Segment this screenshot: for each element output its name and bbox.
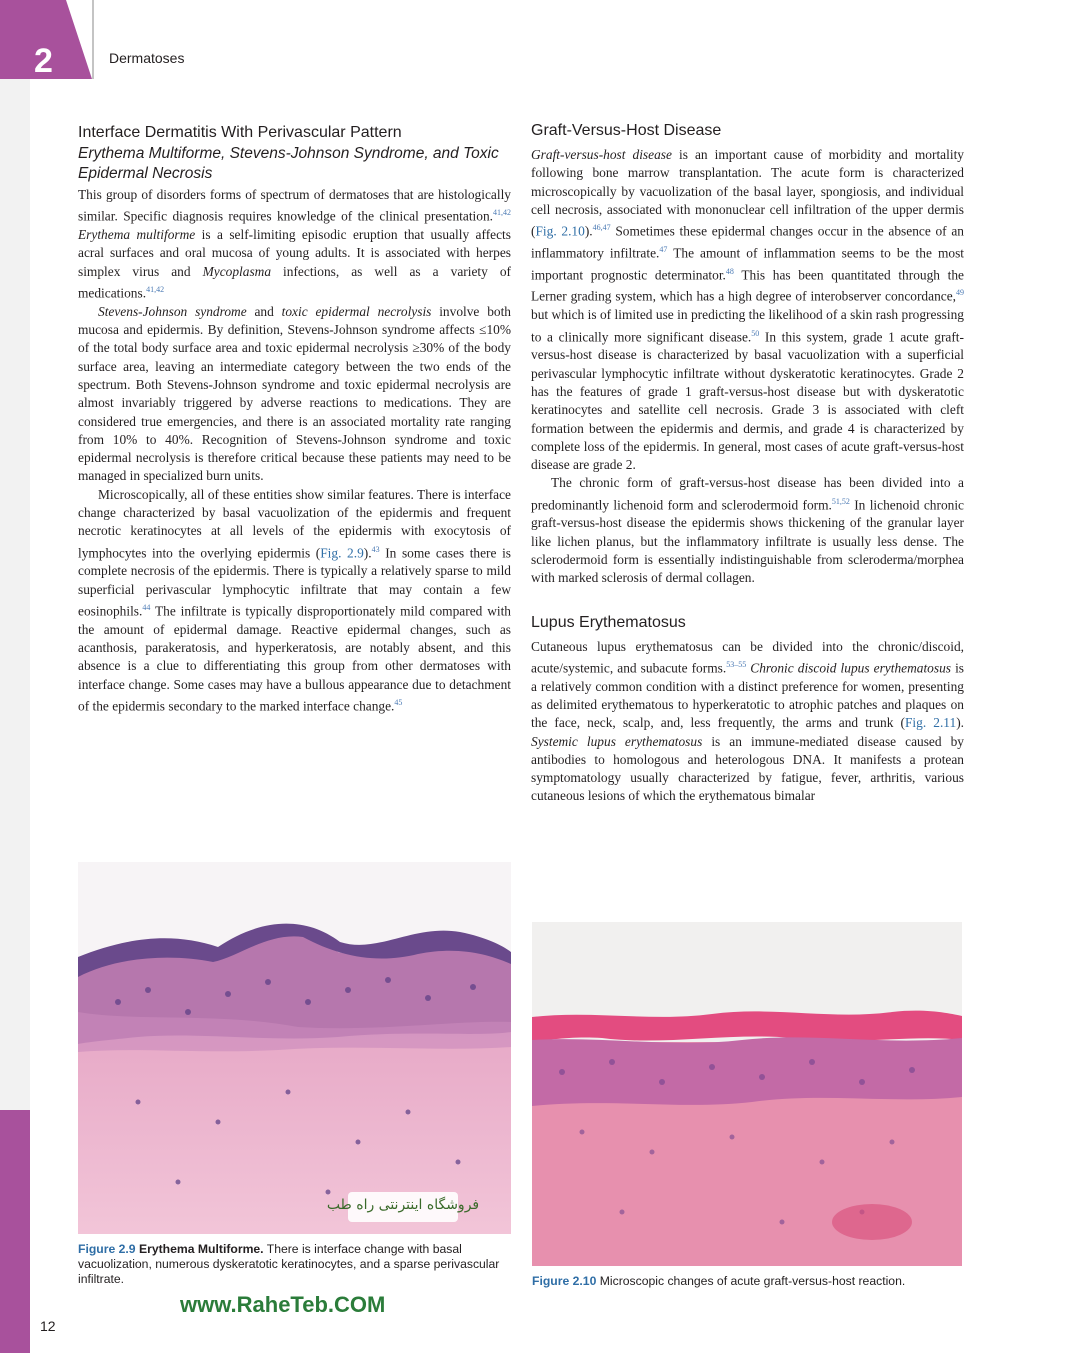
text: involve both mucosa and epidermis. By definition, Stevens-Johnson syndrome affects ≤10% of the total body surface area and toxic epidermal necrolysis ≥30% of the body surface area, leaving an intermediate category between the two ends of the spectrum. Both Stevens-Johnson syndrome and toxic epidermal necrolysis are almost invariably triggered by adverse reactions to medications. They are considered true emergencies, and there is an associated mortality rate ranging from 10% to 40%. Recognition of Stevens-Johnson syndrome and toxic epidermal necrolysis is therefore critical because these patients may need to be managed in specialized burn units. bbox=[78, 303, 512, 484]
text: Cutaneous lupus erythematosus can be divided into the chronic/discoid, acute/systemic, and subacute forms. bbox=[531, 638, 964, 676]
citation[interactable]: 47 bbox=[659, 244, 668, 254]
term: Graft-versus-host disease bbox=[531, 147, 672, 162]
paragraph-sjs bbox=[78, 303, 511, 486]
text: but which is of limited use in predicting the likelihood of a skin rash progressing to a clinically more significant disease. bbox=[531, 307, 964, 345]
citation[interactable]: 43 bbox=[371, 544, 380, 554]
citation[interactable]: 50 bbox=[751, 328, 760, 338]
text: is an important cause of morbidity and mortality following bone marrow transplantation. The acute form is characterized microscopically by vacuolization of the basal layer, spongiosis, and individual cell necrosis, associated with mononuclear cell infiltration of the upper dermis ( bbox=[531, 147, 964, 239]
text: is a relatively common condition with a distinct preference for women, presenting as delimited erythematous to hyperkeratotic to atrophic patches and plaques on the face, neck, scalp, and, less frequently, the arms and trunk ( bbox=[531, 660, 964, 731]
citation[interactable]: 49 bbox=[956, 288, 964, 298]
figure-2-10-image bbox=[532, 922, 962, 1266]
text: The infiltrate is typically disproportionately mild compared with the amount of epidermal damage. Reactive epidermal changes, such as acanthosis, parakeratosis, and hyperkeratosis, are notably absent, and this absence is a clue to differentiating this group from other dermatoses with interface change. Some cases may have a bullous appearance due to detachment of the epidermis secondary to the marked interface change. bbox=[78, 603, 511, 714]
citation[interactable]: 48 bbox=[725, 266, 734, 276]
left-margin-band bbox=[0, 79, 30, 1110]
paragraph-lupus bbox=[531, 638, 964, 806]
chapter-number: 2 bbox=[34, 42, 53, 80]
watermark-persian: فروشگاه اینترنتی راه طب bbox=[326, 1197, 480, 1213]
text: is an immune-mediated disease caused by antibodies to homologous and heterologous DNA. It manifests a protean symptomatology usually characterized by fatigue, fever, arthritis, various cutaneous lesions of which the erythematous bimalar bbox=[531, 733, 964, 804]
section-heading-interface: Interface Dermatitis With Perivascular Pattern bbox=[78, 124, 402, 141]
citation[interactable]: 46,47 bbox=[592, 223, 611, 233]
left-column bbox=[78, 124, 511, 716]
citation[interactable]: 53–55 bbox=[726, 659, 747, 669]
histology-gvhd bbox=[532, 922, 962, 1266]
text: ). bbox=[956, 715, 964, 731]
caption-text: Microscopic changes of acute graft-versus-host reaction. bbox=[596, 1274, 906, 1288]
term: Erythema multiforme bbox=[78, 227, 196, 243]
histology-erythema-multiforme bbox=[78, 862, 511, 1234]
paragraph-intro bbox=[78, 186, 511, 303]
section-heading-lupus: Lupus Erythematosus bbox=[531, 613, 686, 631]
paragraph-gvhd-acute bbox=[531, 146, 964, 474]
figure-title: Erythema Multiforme. bbox=[135, 1242, 264, 1256]
paragraph-gvhd-chronic bbox=[531, 474, 964, 587]
header-rule bbox=[92, 0, 94, 79]
figure-link[interactable]: Fig. 2.9 bbox=[320, 545, 364, 561]
paragraph-microscopy bbox=[78, 486, 511, 716]
subheading-em-sjs: Erythema Multiforme, Stevens-Johnson Syndrome, and Toxic Epidermal Necrosis bbox=[78, 145, 499, 182]
text: This group of disorders forms of spectrum of dermatoses that are histologically similar. Specific diagnosis requires knowledge of the clinical presentation. bbox=[78, 187, 511, 224]
term: toxic epidermal necrolysis bbox=[281, 303, 432, 319]
text: infections, as well as a variety of medications. bbox=[78, 263, 511, 301]
term: Systemic lupus erythematosus bbox=[531, 733, 703, 749]
term: Mycoplasma bbox=[202, 263, 272, 279]
citation[interactable]: 41,42 bbox=[146, 284, 165, 294]
figure-link[interactable]: Fig. 2.10 bbox=[535, 223, 585, 239]
section-heading-gvhd: Graft-Versus-Host Disease bbox=[531, 122, 722, 139]
text: In this system, grade 1 acute graft-versus-host disease is characterized by basal vacuolization with a superficial perivascular lymphocytic infiltrate without dyskeratotic keratinocytes. Grade 2 has the features of grade 1 graft-versus-host disease but with dyskeratotic keratinocytes and satellite cell necrosis. Grade 3 is associated with cleft formation between the epidermis and dermis, and grade 4 is characterized by complete loss of the epidermis. In general, most cases of acute graft-versus-host disease are grade 2. bbox=[531, 329, 964, 473]
term: Stevens-Johnson syndrome bbox=[98, 303, 247, 319]
running-title: Dermatoses bbox=[109, 50, 185, 66]
term: Chronic discoid lupus erythematosus bbox=[746, 660, 951, 676]
figure-link[interactable]: Fig. 2.11 bbox=[904, 715, 957, 731]
citation[interactable]: 51,52 bbox=[831, 496, 850, 506]
text: ). bbox=[584, 223, 593, 239]
watermark-url: www.RaheTeb.COM bbox=[180, 1292, 386, 1317]
citation[interactable]: 41,42 bbox=[493, 208, 511, 218]
caption-text: There is interface change with basal vacuolization, numerous dyskeratotic keratinocytes, and a sparse perivascular infiltrate. bbox=[78, 1242, 500, 1286]
figure-label: Figure 2.9 bbox=[78, 1242, 136, 1256]
figure-2-10-caption bbox=[532, 1274, 972, 1289]
text: The chronic form of graft-versus-host disease has been divided into a predominantly lichenoid form and sclerodermoid form. bbox=[531, 475, 964, 513]
side-accent-bar bbox=[0, 1110, 30, 1353]
text: Microscopically, all of these entities show similar features. There is interface change characterized by basal vacuolization of the epidermis and frequent necrotic keratinocytes at all levels of the epidermis with exocytosis of lymphocytes into the overlying epidermis ( bbox=[78, 486, 511, 561]
figure-label: Figure 2.10 bbox=[532, 1274, 597, 1288]
page-number: 12 bbox=[40, 1318, 56, 1334]
text: In some cases there is complete necrosis of the epidermis. There is typically a relatively sparse to mild superficial perivascular lymphocytic infiltrate that may contain a few eosinophils. bbox=[78, 545, 511, 619]
figure-2-9-caption bbox=[78, 1242, 511, 1287]
text: and bbox=[246, 303, 282, 319]
citation[interactable]: 45 bbox=[394, 697, 403, 707]
text: Sometimes these epidermal changes occur in the absence of an inflammatory infiltrate. bbox=[531, 223, 964, 261]
figure-2-9-image bbox=[78, 862, 511, 1234]
text: In lichenoid chronic graft-versus-host disease the epidermis shows thickening of the granular layer like lichen planus, but the inflammatory infiltrate is usually less dense. The sclerodermoid form is essentially indistinguishable from scleroderma/morphea with marked sclerosis of dermal collagen. bbox=[531, 497, 964, 586]
text: is a self-limiting episodic eruption that usually affects acral surfaces and oral mucosa of young adults. It is associated with herpes simplex virus and bbox=[78, 227, 511, 279]
text: This has been quantitated through the Lerner grading system, which has a high degree of interobserver concordance, bbox=[531, 267, 965, 304]
text: ). bbox=[363, 545, 372, 561]
right-column bbox=[531, 122, 964, 806]
text: The amount of inflammation seems to be the most important prognostic determinator. bbox=[531, 245, 964, 283]
citation[interactable]: 44 bbox=[142, 602, 151, 612]
